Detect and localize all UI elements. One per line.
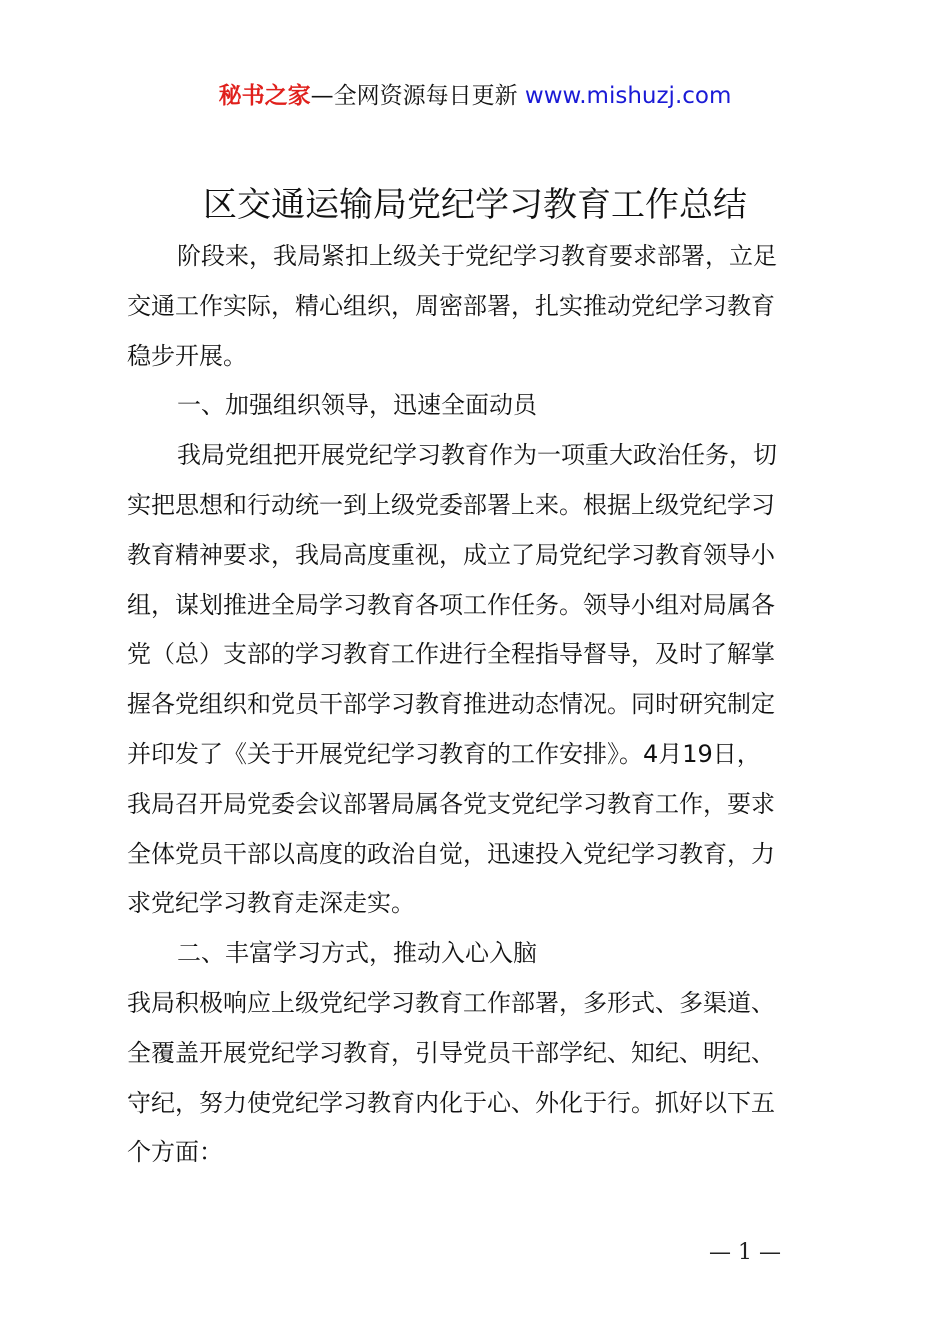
paragraph-line: 全覆盖开展党纪学习教育，引导党员干部学纪、知纪、明纪、 <box>127 1038 775 1067</box>
document-title: 区交通运输局党纪学习教育工作总结 <box>203 185 747 225</box>
paragraph-line: 我局党组把开展党纪学习教育作为一项重大政治任务，切 <box>177 441 777 470</box>
site-url-link[interactable]: www.mishuzj.com <box>524 83 732 109</box>
paragraph-line: 求党纪学习教育走深走实。 <box>127 889 415 918</box>
site-header <box>0 80 950 112</box>
paragraph-line: 实把思想和行动统一到上级党委部署上来。根据上级党纪学习 <box>127 490 775 519</box>
paragraph-line: 阶段来，我局紧扣上级关于党纪学习教育要求部署，立足 <box>177 242 777 270</box>
paragraph-line: 全体党员干部以高度的政治自觉，迅速投入党纪学习教育，力 <box>127 839 775 868</box>
paragraph-line: 组，谋划推进全局学习教育各项工作任务。领导小组对局属各 <box>127 590 775 619</box>
paragraph-line: 教育精神要求，我局高度重视，成立了局党纪学习教育领导小 <box>127 540 775 569</box>
paragraph-line: 并印发了《关于开展党纪学习教育的工作安排》。4月19日， <box>127 739 761 768</box>
paragraph-line: 稳步开展。 <box>127 341 247 370</box>
brand-name: 秘书之家 <box>218 83 311 109</box>
section-heading: 二、丰富学习方式，推动入心入脑 <box>177 939 537 968</box>
page-number: — 1 — <box>709 1240 781 1265</box>
paragraph-line: 握各党组织和党员干部学习教育推进动态情况。同时研究制定 <box>127 690 775 719</box>
paragraph-line: 个方面： <box>127 1138 223 1167</box>
paragraph-line: 党（总）支部的学习教育工作进行全程指导督导，及时了解掌 <box>127 640 775 669</box>
paragraph-line: 我局积极响应上级党纪学习教育工作部署，多形式、多渠道、 <box>127 988 775 1017</box>
paragraph-line: 交通工作实际，精心组织，周密部署，扎实推动党纪学习教育 <box>127 291 775 320</box>
paragraph-line: 守纪，努力使党纪学习教育内化于心、外化于行。抓好以下五 <box>127 1088 775 1117</box>
document-body <box>127 232 835 1178</box>
paragraph-line: 我局召开局党委会议部署局属各党支党纪学习教育工作，要求 <box>127 789 775 818</box>
section-heading: 一、加强组织领导，迅速全面动员 <box>177 391 537 420</box>
header-tagline: —全网资源每日更新 <box>310 83 525 109</box>
